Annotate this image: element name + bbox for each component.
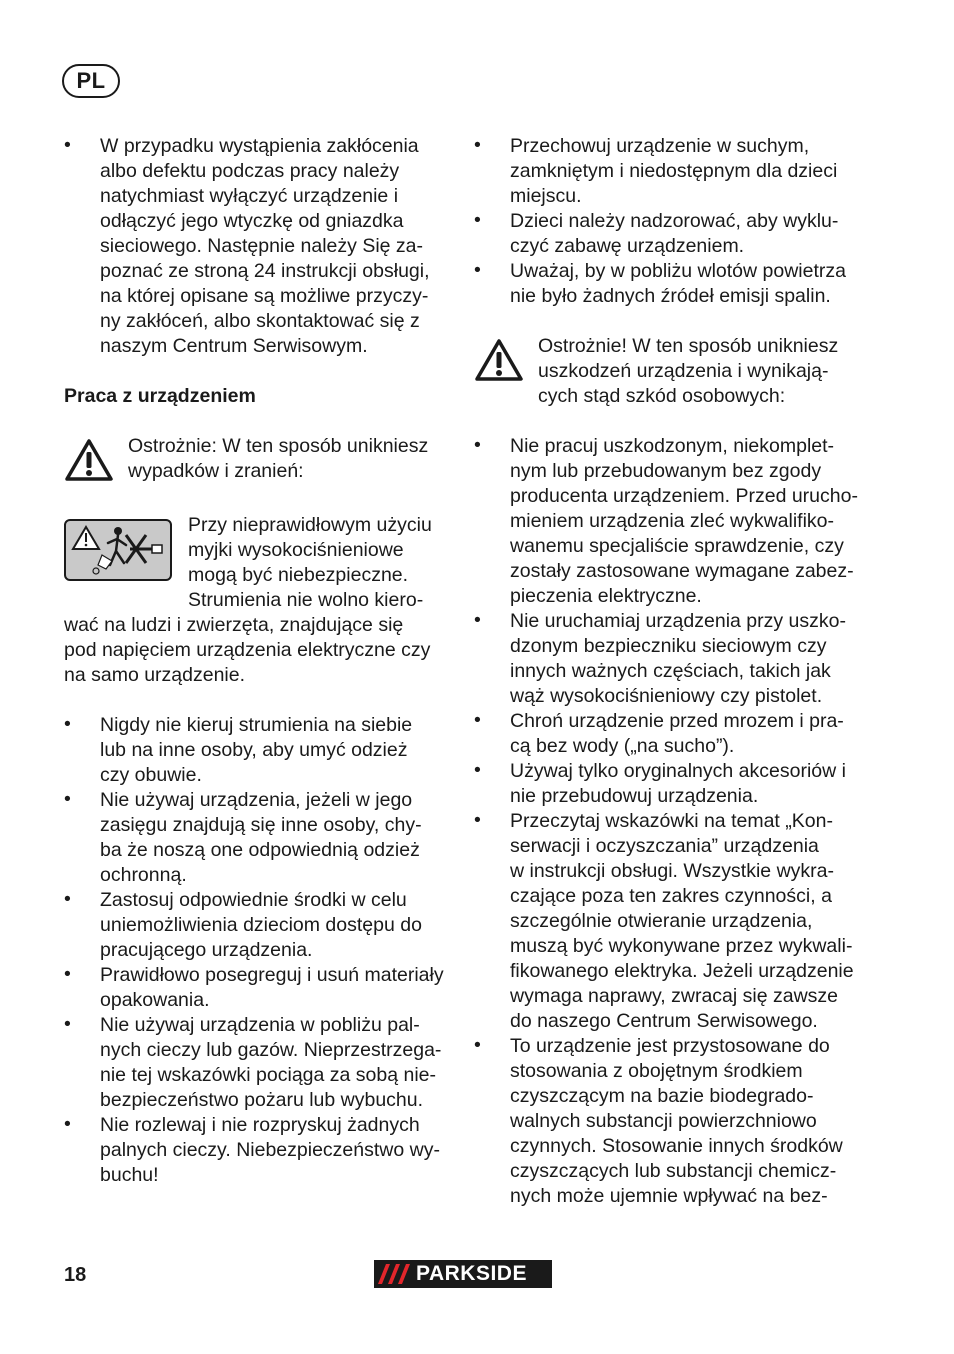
text-line: w instrukcji obsługi. Wszystkie wykra- [510,860,834,882]
text-line: dzonym bezpieczniku sieciowym czy [510,635,827,657]
text-line: • Nie używaj urządzenia w pobliżu pal- [100,1014,420,1036]
text-line: fikowanego elektryka. Jeżeli urządzenie [510,960,854,982]
text-line: cą bez wody („na sucho”). [510,735,735,757]
text-line: miejscu. [510,185,582,207]
list-item [64,888,452,963]
text-line: nych może ujemnie wpływać na bez- [510,1185,828,1207]
text-line: • W przypadku wystąpienia zakłócenia [100,135,419,157]
text-line: • Uważaj, by w pobliżu wlotów powietrza [510,260,846,282]
text-line: • Nigdy nie kieruj strumienia na siebie [100,714,413,736]
text-line: opakowania. [100,989,210,1011]
text-line: Ostrożnie: W ten sposób unikniesz [128,435,429,457]
water-jet-warning-icon [64,519,172,581]
text-line: uniemożliwienia dzieciom dostępu do [100,914,422,936]
page-number: 18 [64,1264,87,1286]
language-badge: PL [62,64,120,98]
text-line: muszą być wykonywane przez wykwali- [510,935,853,957]
text-line: • Przeczytaj wskazówki na temat „Kon- [510,810,833,832]
text-line: Przy nieprawidłowym użyciu [188,514,432,536]
text-line: Ostrożnie! W ten sposób unikniesz [538,335,839,357]
list-item [474,209,864,259]
list-item [474,134,864,209]
text-line: naszym Centrum Serwisowym. [100,335,368,357]
text-line: uszkodzeń urządzenia i wynikają- [538,360,829,382]
warning-triangle-icon [474,338,538,388]
list-item [474,709,864,759]
text-line: czyszczących lub substancji chemicz- [510,1160,837,1182]
list-item [64,788,452,888]
text-line: czy obuwie. [100,764,202,786]
text-line: innych ważnych częściach, takich jak [510,660,831,682]
caution-block [474,334,864,409]
text-line: mogą być niebezpieczne. [188,564,409,586]
text-line: pracującego urządzenia. [100,939,313,961]
text-line: wanemu specjaliście sprawdzenie, czy [510,535,844,557]
text-line: czające poza ten zakres czynności, a [510,885,832,907]
text-line: nie tej wskazówki pociąga za sobą nie- [100,1064,437,1086]
text-line: cych stąd szkód osobowych: [538,385,786,407]
list-item [474,759,864,809]
list-item [474,809,864,1034]
text-line: • Zastosuj odpowiednie środki w celu [100,889,407,911]
text-line: zamkniętym i niedostępnym dla dzieci [510,160,838,182]
list-item [474,259,864,309]
text-line: wymaga naprawy, zwracaj się zawsze [510,985,839,1007]
text-line: • Nie rozlewaj i nie rozpryskuj żadnych [100,1114,420,1136]
text-line: nym lub przebudowanym bez zgody [510,460,822,482]
caution-block [64,434,452,488]
text-line: • Używaj tylko oryginalnych akcesoriów i [510,760,846,782]
list-item [474,434,864,609]
text-line: zostały zastosowane wymagane zabez- [510,560,854,582]
text-line: nie było żadnych źródeł emisji spalin. [510,285,831,307]
text-line: ba że noszą one odpowiednią odzież [100,839,420,861]
text-line: wać na ludzi i zwierzęta, znajdujące się [64,614,404,636]
text-line: poznać ze stroną 24 instrukcji obsługi, [100,260,430,282]
text-line: ochronną. [100,864,187,886]
text-line: czyć zabawę urządzeniem. [510,235,745,257]
pictogram-block [64,513,452,613]
text-line: nie przebudowuj urządzenia. [510,785,759,807]
list-item [474,1034,864,1209]
right-column [474,134,864,1209]
text-line: bezpieczeństwo pożaru lub wybuchu. [100,1089,424,1111]
text-line: na której opisane są możliwe przyczy- [100,285,429,307]
text-line: nych cieczy lub gazów. Nieprzestrzega- [100,1039,442,1061]
text-line: producenta urządzeniem. Przed urucho- [510,485,858,507]
text-line: zasięgu znajdują się inne osoby, chy- [100,814,422,836]
text-line: mieniem urządzenia zleć wykwalifiko- [510,510,835,532]
text-line: szczególnie otwieranie urządzenia, [510,910,813,932]
text-line: • Przechowuj urządzenie w suchym, [510,135,810,157]
brand-logo [374,1260,552,1288]
text-line: ny zakłóceń, albo skontaktować się z [100,310,420,332]
left-column [64,134,452,1188]
list-item [64,713,452,788]
list-item [64,1113,452,1188]
text-line: stosowania z obojętnym środkiem [510,1060,803,1082]
text-line: serwacji i oczyszczania” urządzenia [510,835,819,857]
list-item [64,963,452,1013]
text-line: pieczenia elektryczne. [510,585,702,607]
text-line: czynnych. Stosowanie innych środków [510,1135,843,1157]
text-line: wypadków i zranień: [128,460,304,482]
list-item [64,134,452,359]
text-line: • Prawidłowo posegreguj i usuń materiały [100,964,444,986]
text-line: • Nie używaj urządzenia, jeżeli w jego [100,789,413,811]
text-line: sieciowego. Następnie należy Się za- [100,235,424,257]
section-heading: Praca z urządzeniem [64,385,256,407]
text-line: myjki wysokociśnieniowe [188,539,404,561]
text-line: • Nie pracuj uszkodzonym, niekomplet- [510,435,835,457]
text-line: Strumienia nie wolno kiero- [188,589,424,611]
text-line: palnych cieczy. Niebezpieczeństwo wy- [100,1139,440,1161]
text-line: walnych substancji powierzchniowo [510,1110,817,1132]
text-line: albo defektu podczas pracy należy [100,160,400,182]
text-line: lub na inne osoby, aby umyć odzież [100,739,408,761]
warning-triangle-icon [64,438,128,488]
logo-stripes-icon [374,1260,414,1288]
text-line: czyszczącym na bazie biodegrado- [510,1085,814,1107]
text-line: wąż wysokociśnieniowy czy pistolet. [510,685,823,707]
text-line: pod napięciem urządzenia elektryczne czy [64,639,431,661]
text-line: • Dzieci należy nadzorować, aby wyklu- [510,210,839,232]
text-line: odłączyć jego wtyczkę od gniazdka [100,210,404,232]
text-line: • Chroń urządzenie przed mrozem i pra- [510,710,844,732]
text-line: na samo urządzenie. [64,664,246,686]
list-item [474,609,864,709]
brand-name: PARKSIDE [416,1262,527,1285]
list-item [64,1013,452,1113]
text-line: buchu! [100,1164,159,1186]
text-line: • To urządzenie jest przystosowane do [510,1035,830,1057]
text-line: natychmiast wyłączyć urządzenie i [100,185,399,207]
text-line: • Nie uruchamiaj urządzenia przy uszko- [510,610,846,632]
text-line: do naszego Centrum Serwisowego. [510,1010,818,1032]
